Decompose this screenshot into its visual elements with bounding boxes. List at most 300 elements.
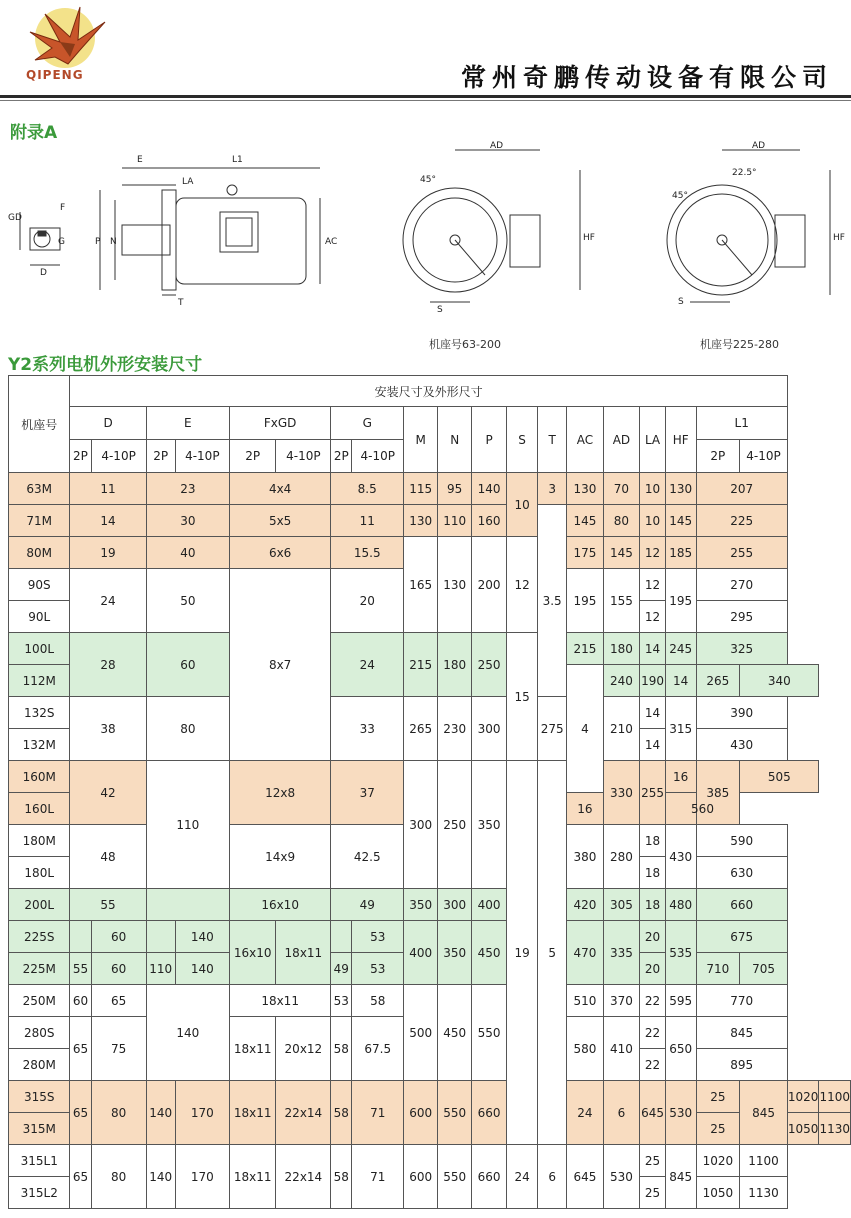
table-cell: 145 <box>567 505 604 537</box>
label-f: F <box>60 203 66 213</box>
table-cell: 1100 <box>819 1081 851 1113</box>
table-cell: 550 <box>438 1081 472 1145</box>
table-cell: 180 <box>603 633 640 665</box>
section-title: Y2系列电机外形安装尺寸 <box>8 355 203 375</box>
table-cell: 250 <box>472 633 507 697</box>
company-name: 常州奇鹏传动设备有限公司 <box>460 63 833 92</box>
col-p: P <box>472 407 507 473</box>
table-cell: 20 <box>331 569 404 633</box>
table-cell: 230 <box>438 697 472 761</box>
label-angle-45-1: 45° <box>420 175 436 185</box>
sub-g-410p: 4-10P <box>352 440 404 473</box>
table-cell: 140 <box>146 985 229 1081</box>
table-cell: 660 <box>696 889 787 921</box>
table-cell: 25 <box>640 1177 666 1209</box>
sub-d-410p: 4-10P <box>91 440 146 473</box>
table-cell: 160 <box>472 505 507 537</box>
col-l1: L1 <box>696 407 787 440</box>
table-cell: 65 <box>70 1017 91 1081</box>
table-cell: 370 <box>603 985 640 1017</box>
table-cell: 33 <box>331 697 404 761</box>
table-row <box>9 633 851 665</box>
appendix-title: 附录A <box>10 123 58 143</box>
table-cell: 14 <box>640 729 666 761</box>
table-cell: 535 <box>665 921 696 985</box>
table-cell: 37 <box>331 761 404 825</box>
table-cell: 195 <box>567 569 604 633</box>
table-cell: 42 <box>70 761 146 825</box>
table-cell: 24 <box>70 569 146 633</box>
table-cell: 130 <box>567 473 604 505</box>
label-hf-1: HF <box>583 233 595 243</box>
table-cell: 55 <box>70 953 91 985</box>
table-cell: 400 <box>404 921 438 985</box>
front-view-large <box>667 141 845 307</box>
table-cell: 67.5 <box>352 1017 404 1081</box>
table-cell: 16x10 <box>229 889 330 921</box>
table-cell: 430 <box>696 729 787 761</box>
col-d: D <box>70 407 146 440</box>
caption-small-frame: 机座号63-200 <box>429 338 501 351</box>
table-cell: 300 <box>438 889 472 921</box>
table-cell: 225 <box>696 505 787 537</box>
frame-cell: 132M <box>9 729 70 761</box>
table-cell: 12 <box>640 601 666 633</box>
table-cell: 42.5 <box>331 825 404 889</box>
table-cell: 550 <box>472 985 507 1081</box>
table-cell: 600 <box>404 1145 438 1209</box>
table-cell: 22 <box>640 1049 666 1081</box>
table-cell: 15 <box>507 633 538 761</box>
frame-cell: 63M <box>9 473 70 505</box>
col-g: G <box>331 407 404 440</box>
table-cell <box>70 921 91 953</box>
table-cell: 110 <box>146 953 175 985</box>
frame-cell: 280S <box>9 1017 70 1049</box>
table-cell: 330 <box>603 761 640 825</box>
table-cell: 380 <box>567 825 604 889</box>
sub-fxgd-410p: 4-10P <box>276 440 331 473</box>
table-cell: 200 <box>472 537 507 633</box>
table-cell: 500 <box>404 985 438 1081</box>
front-view-small <box>403 141 595 315</box>
table-row <box>9 697 851 729</box>
side-view <box>95 155 337 308</box>
table-cell <box>331 921 352 953</box>
label-s-2: S <box>678 297 684 307</box>
label-p: P <box>95 237 101 247</box>
table-cell: 140 <box>472 473 507 505</box>
frame-cell: 200L <box>9 889 70 921</box>
table-cell: 20 <box>640 921 666 953</box>
table-cell: 58 <box>331 1145 352 1209</box>
table-cell: 660 <box>472 1081 507 1145</box>
label-gd: GD <box>8 213 22 223</box>
frame-cell: 250M <box>9 985 70 1017</box>
label-n: N <box>110 237 117 247</box>
table-cell: 300 <box>404 761 438 889</box>
table-cell: 140 <box>146 1145 175 1209</box>
table-cell: 65 <box>70 1081 91 1145</box>
table-cell: 18 <box>640 857 666 889</box>
table-cell: 350 <box>438 921 472 985</box>
table-cell: 390 <box>696 697 787 729</box>
table-cell: 505 <box>740 761 819 793</box>
table-cell: 14x9 <box>229 825 330 889</box>
table-cell: 18 <box>640 889 666 921</box>
table-cell: 10 <box>640 505 666 537</box>
table-cell: 470 <box>567 921 604 985</box>
table-cell: 560 <box>665 793 739 825</box>
table-cell: 6 <box>538 1145 567 1209</box>
table-cell: 110 <box>438 505 472 537</box>
table-cell: 16 <box>567 793 604 825</box>
table-cell: 60 <box>70 985 91 1017</box>
table-cell: 845 <box>740 1081 788 1145</box>
table-cell: 71 <box>352 1081 404 1145</box>
table-row <box>9 889 851 921</box>
table-cell: 350 <box>404 889 438 921</box>
frame-cell: 315M <box>9 1113 70 1145</box>
table-cell: 430 <box>665 825 696 889</box>
table-row <box>9 537 851 569</box>
table-cell: 23 <box>146 473 229 505</box>
table-cell: 28 <box>70 633 146 697</box>
table-cell: 24 <box>507 1145 538 1209</box>
table-cell: 140 <box>175 921 229 953</box>
col-la: LA <box>640 407 666 473</box>
frame-cell: 280M <box>9 1049 70 1081</box>
table-cell: 1100 <box>740 1145 788 1177</box>
label-ac: AC <box>325 237 338 247</box>
table-cell: 30 <box>146 505 229 537</box>
table-row <box>9 505 851 537</box>
table-cell: 1020 <box>787 1081 819 1113</box>
table-cell: 175 <box>567 537 604 569</box>
label-hf-2: HF <box>833 233 845 243</box>
sub-l1-410p: 4-10P <box>740 440 788 473</box>
table-row <box>9 1145 851 1177</box>
frame-cell: 315L2 <box>9 1177 70 1209</box>
table-cell: 75 <box>91 1017 146 1081</box>
table-cell: 300 <box>472 697 507 761</box>
table-cell: 50 <box>146 569 229 633</box>
table-cell: 55 <box>70 889 146 921</box>
table-cell: 190 <box>640 665 666 697</box>
table-cell: 60 <box>146 633 229 697</box>
table-cell: 145 <box>603 537 640 569</box>
table-cell: 25 <box>696 1081 740 1113</box>
table-cell: 140 <box>175 953 229 985</box>
table-cell: 140 <box>146 1081 175 1145</box>
table-cell: 12 <box>640 569 666 601</box>
table-cell: 340 <box>740 665 819 697</box>
label-g: G <box>58 237 65 247</box>
table-cell: 18x11 <box>229 1081 275 1145</box>
col-s: S <box>507 407 538 473</box>
table-cell: 630 <box>696 857 787 889</box>
table-cell: 705 <box>740 953 788 985</box>
table-row <box>9 473 851 505</box>
table-cell: 53 <box>352 953 404 985</box>
table-cell: 8x7 <box>229 569 330 761</box>
table-cell: 80 <box>603 505 640 537</box>
label-l1: L1 <box>232 155 243 165</box>
table-cell: 410 <box>603 1017 640 1081</box>
label-d: D <box>40 268 47 278</box>
table-cell: 130 <box>404 505 438 537</box>
table-cell: 130 <box>438 537 472 633</box>
table-cell: 70 <box>603 473 640 505</box>
table-cell: 53 <box>352 921 404 953</box>
table-cell: 207 <box>696 473 787 505</box>
table-cell: 11 <box>70 473 146 505</box>
frame-cell: 90S <box>9 569 70 601</box>
table-cell: 595 <box>665 985 696 1017</box>
table-cell: 245 <box>665 633 696 665</box>
table-cell: 280 <box>603 825 640 889</box>
table-cell: 38 <box>70 697 146 761</box>
table-cell: 1050 <box>696 1177 740 1209</box>
shaft-key-detail <box>8 203 65 278</box>
label-angle-45-2: 45° <box>672 191 688 201</box>
table-cell: 49 <box>331 889 404 921</box>
table-cell: 5x5 <box>229 505 330 537</box>
frame-cell: 315L1 <box>9 1145 70 1177</box>
col-e: E <box>146 407 229 440</box>
table-cell: 1130 <box>740 1177 788 1209</box>
table-cell: 80 <box>91 1145 146 1209</box>
label-e: E <box>137 155 143 165</box>
logo-text: QIPENG <box>26 68 84 82</box>
table-cell: 10 <box>507 473 538 537</box>
table-row <box>9 985 851 1017</box>
table-cell: 53 <box>331 985 352 1017</box>
table-cell: 195 <box>665 569 696 633</box>
table-cell: 155 <box>603 569 640 633</box>
table-cell: 80 <box>146 697 229 761</box>
table-cell <box>146 889 229 921</box>
label-angle-22-2: 22.5° <box>732 168 757 178</box>
frame-cell: 71M <box>9 505 70 537</box>
table-row <box>9 761 851 793</box>
table-cell: 18x11 <box>276 921 331 985</box>
table-cell: 265 <box>696 665 740 697</box>
table-cell: 660 <box>472 1145 507 1209</box>
sub-e-2p: 2P <box>146 440 175 473</box>
table-cell: 275 <box>538 697 567 761</box>
table-cell: 20x12 <box>276 1017 331 1081</box>
table-row <box>9 921 851 953</box>
table-cell: 49 <box>331 953 352 985</box>
table-cell: 210 <box>603 697 640 761</box>
table-cell: 265 <box>404 697 438 761</box>
label-la: LA <box>182 177 194 187</box>
table-cell: 25 <box>696 1113 740 1145</box>
table-cell: 58 <box>331 1081 352 1145</box>
table-cell: 8.5 <box>331 473 404 505</box>
table-cell: 18x11 <box>229 1145 275 1209</box>
table-cell: 115 <box>404 473 438 505</box>
table-cell: 215 <box>404 633 438 697</box>
dimension-table <box>8 375 851 1209</box>
table-cell: 170 <box>175 1145 229 1209</box>
table-cell: 255 <box>640 761 666 825</box>
frame-cell: 132S <box>9 697 70 729</box>
table-cell: 1050 <box>787 1113 819 1145</box>
table-cell: 71 <box>352 1145 404 1209</box>
table-cell: 12x8 <box>229 761 330 825</box>
table-cell: 5 <box>538 761 567 1145</box>
frame-cell: 100L <box>9 633 70 665</box>
table-cell: 16x10 <box>229 921 275 985</box>
table-cell: 15.5 <box>331 537 404 569</box>
table-cell: 22x14 <box>276 1145 331 1209</box>
table-cell: 22 <box>640 1017 666 1049</box>
table-cell: 6 <box>603 1081 640 1145</box>
table-cell: 18 <box>640 825 666 857</box>
table-row <box>9 1081 851 1113</box>
table-cell: 4 <box>567 665 604 793</box>
table-cell: 335 <box>603 921 640 985</box>
table-cell: 1020 <box>696 1145 740 1177</box>
table-cell: 40 <box>146 537 229 569</box>
table-cell: 165 <box>404 537 438 633</box>
label-t: T <box>178 298 184 308</box>
table-cell: 24 <box>331 633 404 697</box>
table-cell: 645 <box>567 1145 604 1209</box>
frame-cell: 225M <box>9 953 70 985</box>
table-cell: 58 <box>331 1017 352 1081</box>
table-cell: 4x4 <box>229 473 330 505</box>
col-t: T <box>538 407 567 473</box>
table-cell <box>146 921 175 953</box>
table-cell: 25 <box>640 1145 666 1177</box>
table-cell: 675 <box>696 921 787 953</box>
table-cell: 48 <box>70 825 146 889</box>
table-cell: 12 <box>507 537 538 633</box>
col-ad: AD <box>603 407 640 473</box>
table-cell: 845 <box>696 1017 787 1049</box>
frame-cell: 90L <box>9 601 70 633</box>
table-cell: 6x6 <box>229 537 330 569</box>
table-cell: 14 <box>70 505 146 537</box>
table-cell: 600 <box>404 1081 438 1145</box>
frame-cell: 80M <box>9 537 70 569</box>
table-cell: 14 <box>640 633 666 665</box>
table-cell: 22 <box>640 985 666 1017</box>
frame-cell: 160L <box>9 793 70 825</box>
table-cell: 270 <box>696 569 787 601</box>
table-cell: 510 <box>567 985 604 1017</box>
table-cell: 145 <box>665 505 696 537</box>
table-cell: 580 <box>567 1017 604 1081</box>
table-cell: 710 <box>696 953 740 985</box>
sub-d-2p: 2P <box>70 440 91 473</box>
table-cell: 590 <box>696 825 787 857</box>
table-cell: 400 <box>472 889 507 921</box>
frame-cell: 112M <box>9 665 70 697</box>
table-cell: 12 <box>640 537 666 569</box>
table-cell: 60 <box>91 921 146 953</box>
table-cell: 315 <box>665 697 696 761</box>
table-cell: 385 <box>696 761 740 825</box>
motor-drawings <box>0 140 851 350</box>
sub-g-2p: 2P <box>331 440 352 473</box>
table-cell: 185 <box>665 537 696 569</box>
table-cell: 3.5 <box>538 505 567 697</box>
sub-e-410p: 4-10P <box>175 440 229 473</box>
table-cell: 11 <box>331 505 404 537</box>
table-cell: 19 <box>507 761 538 1145</box>
table-cell: 770 <box>696 985 787 1017</box>
table-cell: 530 <box>665 1081 696 1145</box>
frame-cell: 160M <box>9 761 70 793</box>
table-cell: 18x11 <box>229 985 330 1017</box>
frame-cell: 180M <box>9 825 70 857</box>
table-cell: 645 <box>640 1081 666 1145</box>
table-cell: 240 <box>603 665 640 697</box>
group-header: 安装尺寸及外形尺寸 <box>70 376 787 407</box>
table-cell: 80 <box>91 1081 146 1145</box>
table-cell: 845 <box>665 1145 696 1209</box>
table-cell: 255 <box>696 537 787 569</box>
table-cell: 1130 <box>819 1113 851 1145</box>
table-cell: 14 <box>665 665 696 697</box>
table-cell: 65 <box>70 1145 91 1209</box>
table-cell: 350 <box>472 761 507 889</box>
table-cell: 325 <box>696 633 787 665</box>
label-s-1: S <box>437 305 443 315</box>
table-cell: 22x14 <box>276 1081 331 1145</box>
table-cell: 16 <box>665 761 696 793</box>
table-cell: 19 <box>70 537 146 569</box>
table-cell: 24 <box>567 1081 604 1145</box>
table-cell: 65 <box>91 985 146 1017</box>
table-cell: 530 <box>603 1145 640 1209</box>
table-cell: 305 <box>603 889 640 921</box>
col-hf: HF <box>665 407 696 473</box>
table-cell: 130 <box>665 473 696 505</box>
table-cell: 14 <box>640 697 666 729</box>
caption-large-frame: 机座号225-280 <box>700 338 779 351</box>
header-rule-thin <box>0 100 851 101</box>
header-rule <box>0 95 851 98</box>
table-cell: 60 <box>91 953 146 985</box>
sub-fxgd-2p: 2P <box>229 440 275 473</box>
table-cell: 895 <box>696 1049 787 1081</box>
table-cell: 250 <box>438 761 472 889</box>
table-cell: 170 <box>175 1081 229 1145</box>
table-cell: 215 <box>567 633 604 665</box>
col-n: N <box>438 407 472 473</box>
sub-l1-2p: 2P <box>696 440 740 473</box>
col-fxgd: FxGD <box>229 407 330 440</box>
table-cell: 20 <box>640 953 666 985</box>
table-cell: 550 <box>438 1145 472 1209</box>
col-ac: AC <box>567 407 604 473</box>
col-m: M <box>404 407 438 473</box>
frame-cell: 180L <box>9 857 70 889</box>
table-cell: 110 <box>146 761 229 889</box>
table-cell: 180 <box>438 633 472 697</box>
table-cell: 3 <box>538 473 567 505</box>
frame-cell: 315S <box>9 1081 70 1113</box>
table-cell: 95 <box>438 473 472 505</box>
table-cell: 18x11 <box>229 1017 275 1081</box>
frame-header: 机座号 <box>9 376 70 473</box>
table-cell: 10 <box>640 473 666 505</box>
